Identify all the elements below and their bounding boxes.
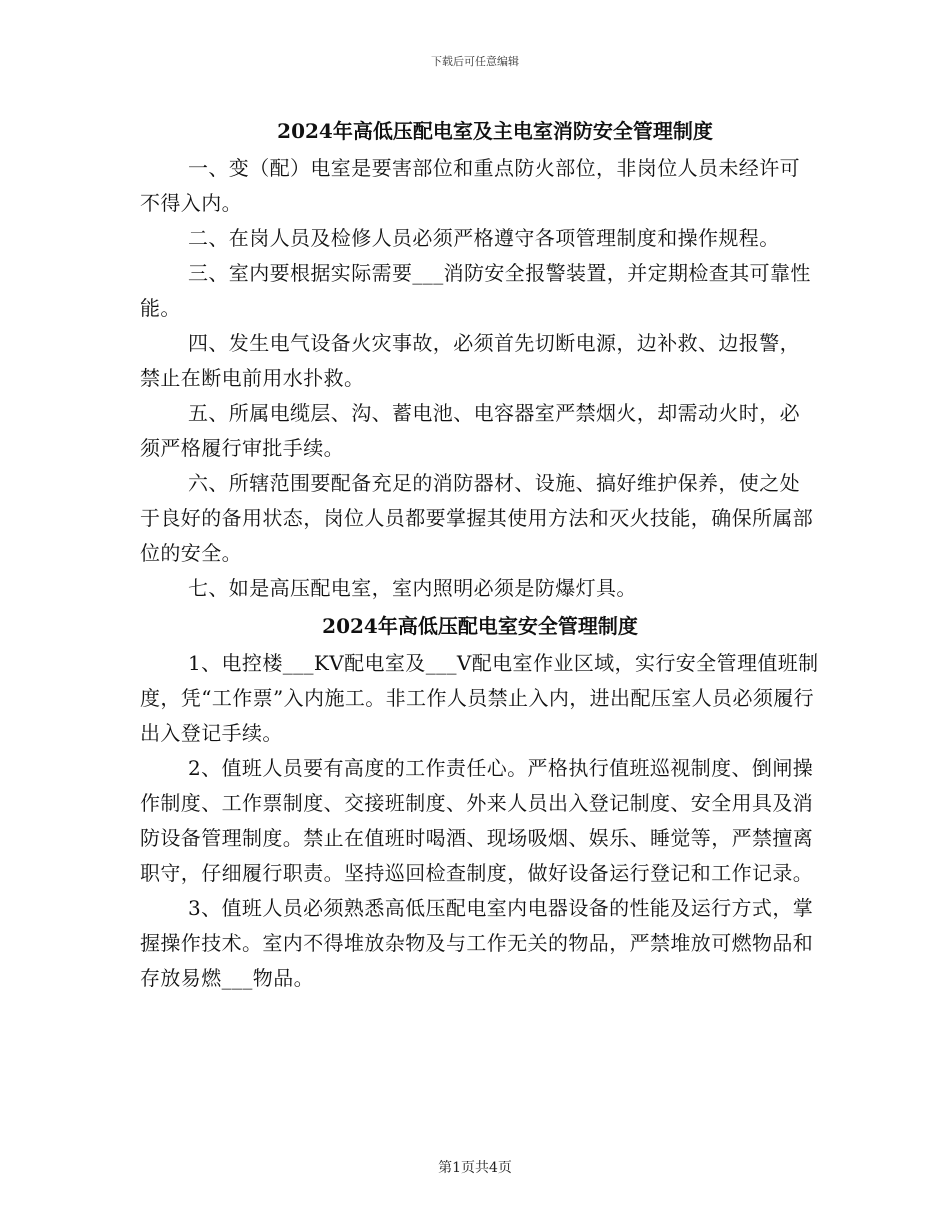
page-header: 下载后可任意编辑 xyxy=(431,55,519,68)
paragraph: 一、变（配）电室是要害部位和重点防火部位，非岗位人员未经许可不得入内。 xyxy=(140,156,800,215)
page-footer: 第1页共4页 xyxy=(438,1160,512,1176)
paragraph: 三、室内要根据实际需要___消防安全报警装置，并定期检查其可靠性能。 xyxy=(140,261,811,320)
paragraph: 二、在岗人员及检修人员必须严格遵守各项管理制度和操作规程。 xyxy=(188,226,780,250)
paragraph: 五、所属电缆层、沟、蓄电池、电容器室严禁烟火，却需动火时，必须严格履行审批手续。 xyxy=(140,401,800,460)
paragraph: 六、所辖范围要配备充足的消防器材、设施、搞好维护保养，使之处于良好的备用状态，岗位人员都要掌握其使用方法和灭火技能，确保所属部位的安全。 xyxy=(140,471,814,565)
paragraph: 2、值班人员要有高度的工作责任心。严格执行值班巡视制度、倒闸操作制度、工作票制度、交接班制度、外来人员出入登记制度、安全用具及消防设备管理制度。禁止在值班时喝酒、现场吸烟、娱乐、睡觉等，严禁擅离职守，仔细履行职责。坚持巡回检查制度，做好设备运行登记和工作记录。 xyxy=(140,756,814,885)
section-title: 2024年高低压配电室及主电室消防安全管理制度 xyxy=(277,119,713,143)
document-body xyxy=(140,113,820,996)
paragraph: 四、发生电气设备火灾事故，必须首先切断电源，边补救、边报警，禁止在断电前用水扑救。 xyxy=(140,331,800,390)
paragraph: 七、如是高压配电室，室内照明必须是防爆灯具。 xyxy=(188,576,637,600)
paragraph: 3、值班人员必须熟悉高低压配电室内电器设备的性能及运行方式，掌握操作技术。室内不得堆放杂物及与工作无关的物品，严禁堆放可燃物品和存放易燃___物品。 xyxy=(140,896,814,990)
paragraph: 1、电控楼___KV配电室及___V配电室作业区域，实行安全管理值班制度，凭“工作票”入内施工。非工作人员禁止入内，进出配压室人员必须履行出入登记手续。 xyxy=(140,651,819,745)
section-title: 2024年高低压配电室安全管理制度 xyxy=(322,614,638,638)
